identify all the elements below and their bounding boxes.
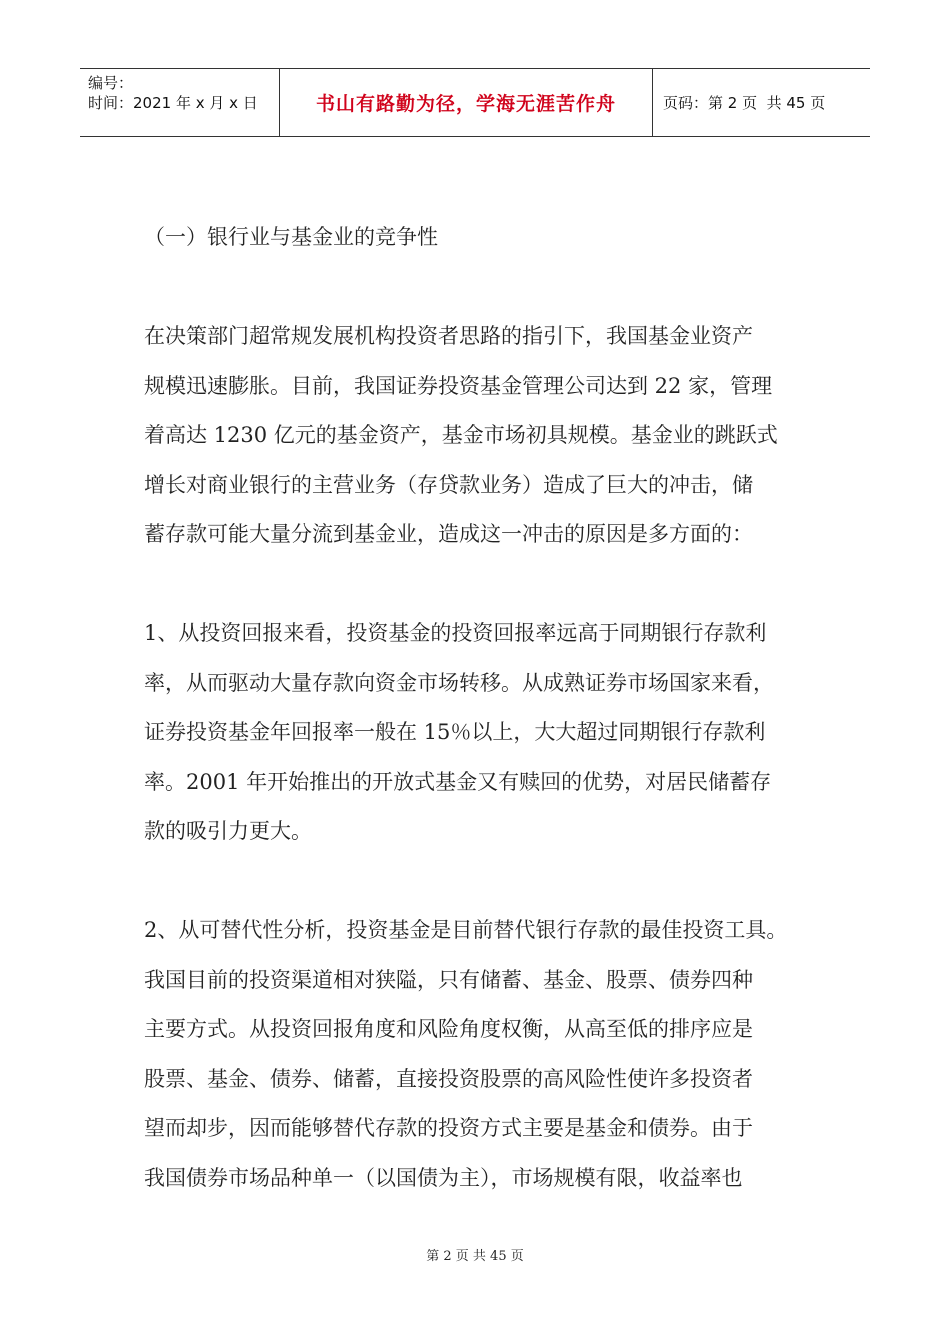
document-body (144, 213, 824, 1203)
paragraph-line: 率，从而驱动大量存款向资金市场转移。从成熟证券市场国家来看， (144, 670, 774, 695)
motto-text: 书山有路勤为径，学海无涯苦作舟 (315, 93, 616, 115)
paragraph-line: 款的吸引力更大。 (144, 819, 312, 843)
header-page-info: 页码：第 2 页 共 45 页 (663, 94, 826, 112)
time-label: 时间：2021 年 x 月 x 日 (88, 94, 258, 112)
paragraph-line: 主要方式。从投资回报角度和风险角度权衡，从高至低的排序应是 (144, 1017, 753, 1041)
paragraph-3 (144, 906, 824, 1203)
paragraph-line: 1、从投资回报来看，投资基金的投资回报率远高于同期银行存款利 (144, 621, 767, 645)
paragraph-line: 蓄存款可能大量分流到基金业，造成这一冲击的原因是多方面的： (144, 522, 753, 546)
paragraph-line: 股票、基金、债券、储蓄，直接投资股票的高风险性使许多投资者 (144, 1066, 753, 1091)
header-motto-cell (280, 69, 653, 136)
number-label: 编号： (88, 74, 134, 92)
paragraph-line: 证券投资基金年回报率一般在 15％以上，大大超过同期银行存款利 (144, 720, 766, 744)
paragraph-line: 增长对商业银行的主营业务（存贷款业务）造成了巨大的冲击，储 (144, 472, 753, 497)
paragraph-line: 在决策部门超常规发展机构投资者思路的指引下，我国基金业资产 (144, 324, 753, 348)
paragraph-1 (144, 312, 824, 560)
section-heading: （一）银行业与基金业的竞争性 (144, 225, 438, 249)
page-footer: 第 2 页 共 45 页 (426, 1249, 524, 1264)
paragraph-line: 我国债券市场品种单一（以国债为主），市场规模有限，收益率也 (144, 1165, 743, 1190)
paragraph-line: 望而却步，因而能够替代存款的投资方式主要是基金和债券。由于 (144, 1116, 753, 1140)
document-header (80, 68, 870, 137)
paragraph-line: 率。2001 年开始推出的开放式基金又有赎回的优势，对居民储蓄存 (144, 769, 772, 794)
paragraph-line: 2、从可替代性分析，投资基金是目前替代银行存款的最佳投资工具。 (144, 918, 788, 942)
paragraph-line: 规模迅速膨胀。目前，我国证券投资基金管理公司达到 22 家，管理 (144, 373, 773, 398)
header-meta (80, 69, 280, 136)
paragraph-2 (144, 609, 824, 857)
paragraph-line: 着高达 1230 亿元的基金资产，基金市场初具规模。基金业的跳跃式 (144, 423, 778, 447)
paragraph-line: 我国目前的投资渠道相对狭隘，只有储蓄、基金、股票、债券四种 (144, 967, 753, 992)
